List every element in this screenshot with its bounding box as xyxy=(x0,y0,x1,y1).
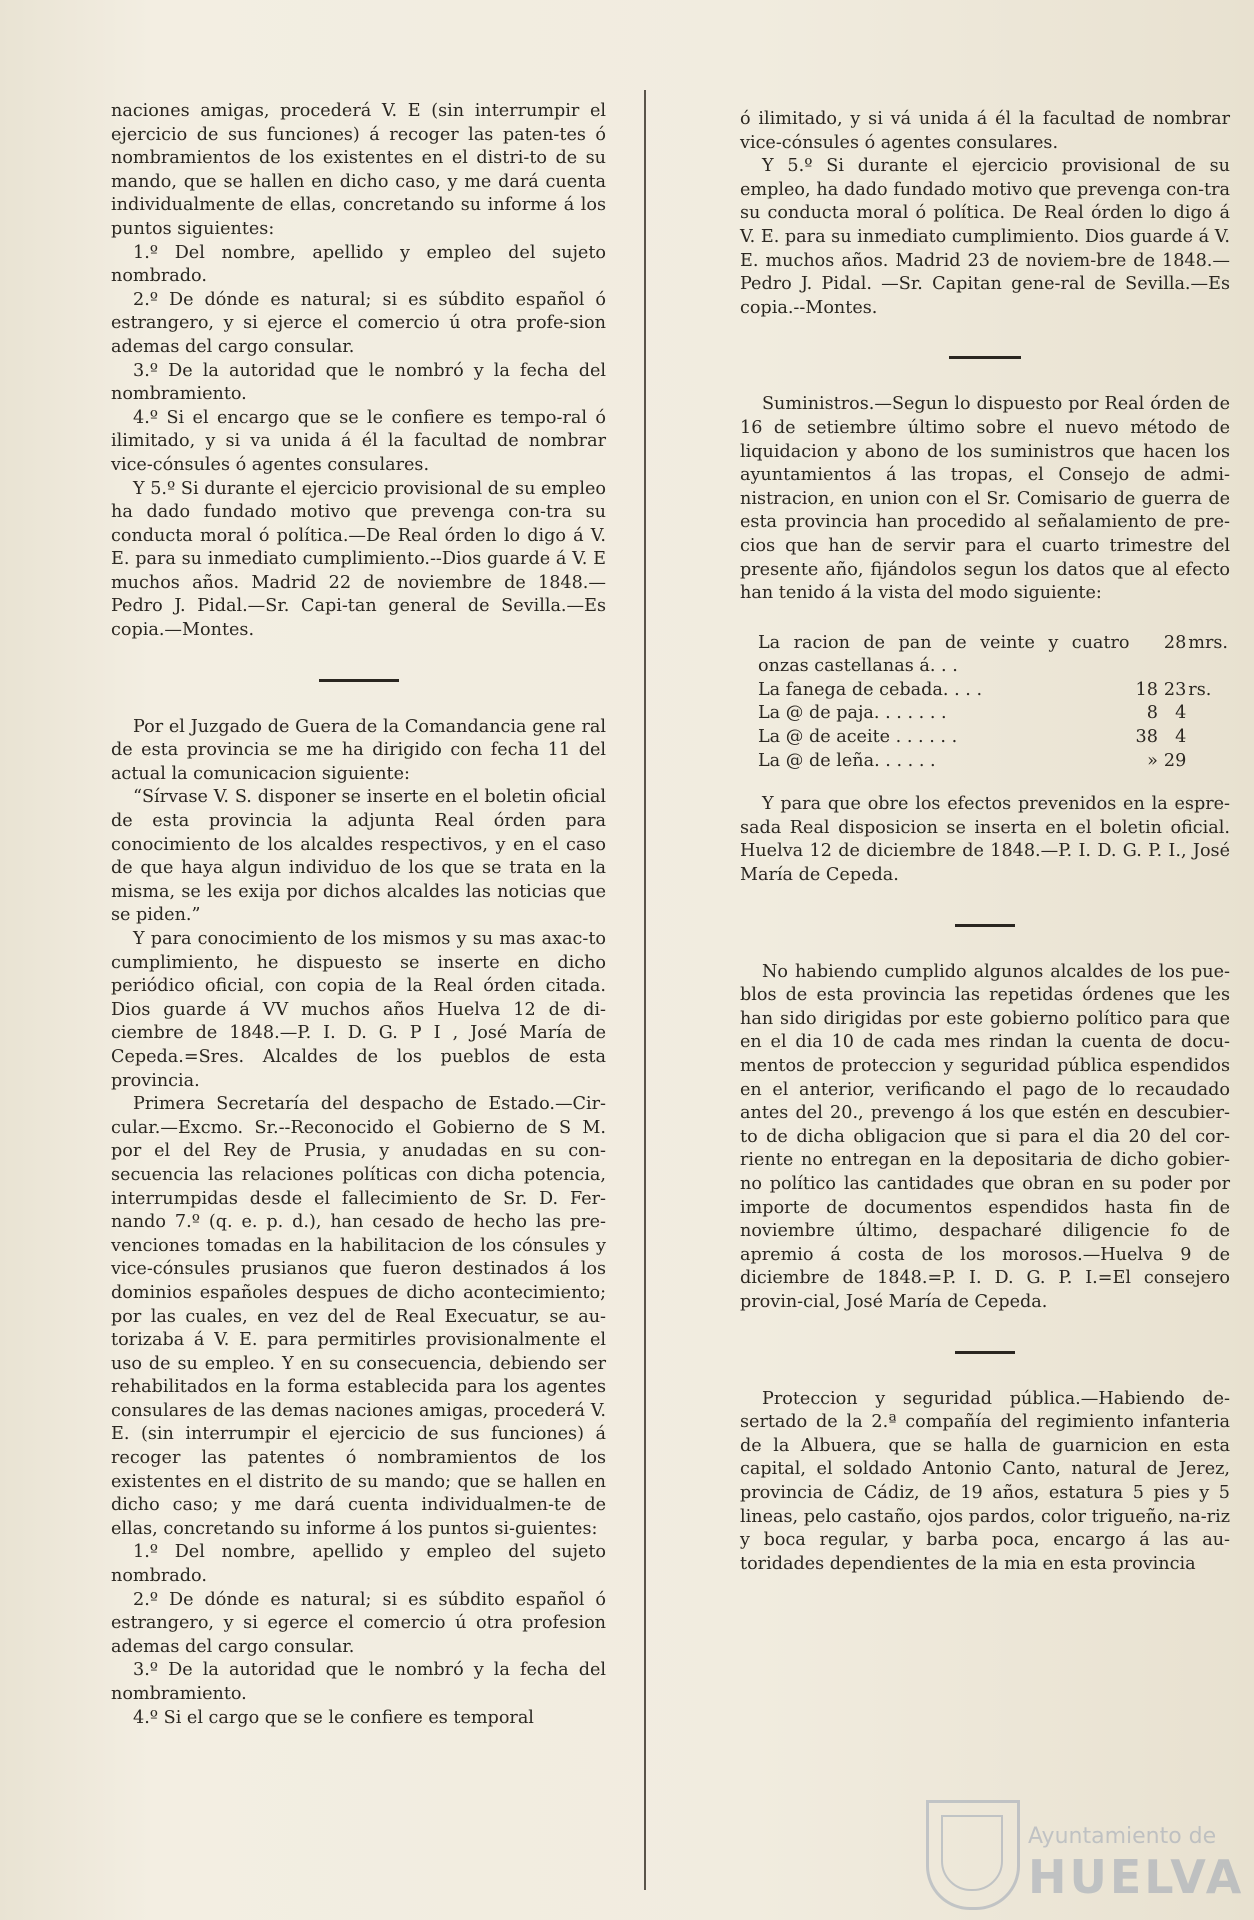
ration-item: La fanega de cebada. . . . xyxy=(758,679,983,700)
table-row xyxy=(758,632,1228,679)
numbered-paragraph: 2.º De dónde es natural; si es súbdito español ó estrangero, y si ejerce el comercio ú otra profe-sion ademas del cargo consular. xyxy=(111,289,606,357)
ration-unit: mrs. xyxy=(1188,632,1228,653)
numbered-paragraph: 4.º Si el encargo que se le confiere es tempo-ral ó ilimitado, y si va unida á él la facultad de nombrar vice-cónsules ó agentes consulares. xyxy=(111,407,606,475)
paragraph: Y para que obre los efectos prevenidos en la espre-sada Real disposicion se inserta en el boletin oficial. Huelva 12 de diciembre de 1848.—P. I. D. G. P. I., José María de Cepeda. xyxy=(740,794,1230,886)
table-row xyxy=(758,679,1228,703)
numbered-paragraph: Y 5.º Si durante el ejercicio provisional de su empleo ha dado fundado motivo que prevenga con-tra su conducta moral ó política.—De Real órden lo digo á V. E. para su inmediato cumplimiento.--Dios guarde á V. E muchos años. Madrid 22 de noviembre de 1848.—Pedro J. Pidal.—Sr. Capi-tan general de Sevilla.—Es copia.—Montes. xyxy=(111,478,606,641)
numbered-paragraph: 4.º Si el cargo que se le confiere es temporal xyxy=(133,1707,534,1728)
right-column-top xyxy=(740,108,1230,606)
numbered-paragraph: 3.º De la autoridad que le nombró y la fecha del nombramiento. xyxy=(111,1660,606,1704)
ration-item: La @ de leña. . . . . . xyxy=(758,750,936,771)
paragraph: “Sírvase V. S. disponer se inserte en el boletin oficial de esta provincia la adjunta Real órden para conocimiento de los alcaldes respectivos, y en el caso de que haya algun individuo de los que se trata en la misma, se les exija por dichos alcaldes las noticias que se piden.” xyxy=(111,787,606,926)
ration-reales: » xyxy=(1147,750,1158,771)
section-separator xyxy=(955,924,1015,927)
paragraph: ó ilimitado, y si vá unida á él la facultad de nombrar vice-cónsules ó agentes consulares. xyxy=(740,109,1230,153)
ration-value: 29 xyxy=(1163,750,1187,771)
table-row xyxy=(758,726,1228,750)
ration-reales xyxy=(1130,632,1158,679)
ration-reales: 8 xyxy=(1146,703,1158,724)
right-column-bottom xyxy=(740,793,1230,1576)
ration-value: 23 xyxy=(1163,679,1187,700)
paragraph: Y para conocimiento de los mismos y su mas axac-to cumplimiento, he dispuesto se inserte en dicho periódico oficial, con copia de la Real órden citada. Dios guarde á VV muchos años Huelva 12 de di-ciembre de 1848.—P. I. D. G. P I , José María de Cepeda.=Sres. Alcaldes de los pueblos de esta provincia. xyxy=(111,929,606,1091)
ration-value: 4 xyxy=(1175,703,1187,724)
ration-item: La @ de paja. . . . . . . xyxy=(758,703,947,724)
paragraph: Por el Juzgado de Guera de la Comandancia gene ral de esta provincia se me ha dirigido con fecha 11 del actual la comunicacion siguiente: xyxy=(111,716,606,784)
ration-unit xyxy=(1186,702,1228,726)
table-row xyxy=(758,750,1228,774)
ration-unit xyxy=(1186,750,1228,774)
stamp-line-2: HUELVA xyxy=(1028,1850,1245,1904)
paragraph: naciones amigas, procederá V. E (sin interrumpir el ejercicio de sus funciones) á recoger las paten-tes ó nombramientos de los existentes en el distri-to de su mando, que se hallen en dicho caso, y me dará cuenta individualmente de ellas, concretando su informe á los puntos siguientes: xyxy=(111,101,606,239)
ration-unit xyxy=(1186,726,1228,750)
ration-item: La racion de pan de veinte y cuatro onzas castellanas á. . . xyxy=(758,632,1130,677)
numbered-paragraph: 1.º Del nombre, apellido y empleo del sujeto nombrado. xyxy=(111,242,606,287)
archive-watermark-stamp xyxy=(912,1790,1245,1910)
paragraph: Primera Secretaría del despacho de Estado.—Cir-cular.—Excmo. Sr.--Reconocido el Gobierno de S M. por el del Rey de Prusia, y anudadas en su con-secuencia las relaciones políticas con dicha potencia, interrumpidas desde el fallecimiento de Sr. D. Fer-nando 7.º (q. e. p. d.), han cesado de hecho las pre-venciones tomadas en la habilitacion de los cónsules y vice-cónsules prusianos que fueron destinados á los dominios españoles despues de dicho acontecimiento; por las cuales, en vez del de Real Execuatur, se au-torizaba á V. E. para permitirles provisionalmente el uso de su empleo. Y en su consecuencia, debiendo ser rehabilitados en la forma establecida para los agentes consulares de las demas naciones amigas, procederá V. E. (sin interrumpir el ejercicio de sus funciones) á recoger las patentes ó nombramientos de los existentes en el distrito de su mando; que se hallen en dicho caso; y me dará cuenta individualmen-te de ellas, concretando su informe á los puntos si-guientes: xyxy=(111,1094,606,1539)
stamp-line-1: Ayuntamiento de xyxy=(1028,1824,1217,1849)
left-column xyxy=(111,100,606,1730)
ration-reales: 18 xyxy=(1135,679,1158,700)
paragraph: Suministros.—Segun lo dispuesto por Real órden de 16 de setiembre último sobre el nuevo método de liquidacion y abono de los suministros que hacen los ayuntamientos á las tropas, el Consejo de admi-nistracion, en union con el Sr. Comisario de guerra de esta provincia han procedido al señalamiento de pre-cios que han de servir para el cuarto trimestre del presente año, fijándolos segun los datos que al efecto han tenido á la vista del modo siguiente: xyxy=(740,394,1230,604)
ration-value: 28 xyxy=(1163,632,1187,653)
numbered-paragraph: 2.º De dónde es natural; si es súbdito español ó estrangero, y si egerce el comercio ú otra profesion ademas del cargo consular. xyxy=(111,1589,606,1657)
ration-price-table xyxy=(758,632,1228,774)
paragraph: Proteccion y seguridad pública.—Habiendo de-sertado de la 2.ª compañía del regimiento infanteria de la Albuera, que se halla de guarnicion en esta capital, el soldado Antonio Canto, natural de Jerez, provincia de Cádiz, de 19 años, estatura 5 pies y 5 lineas, pelo castaño, ojos pardos, color trigueño, na-riz y boca regular, y barba poca, encargo á las au-toridades dependientes de la mia en esta provincia xyxy=(740,1388,1230,1574)
table-row xyxy=(758,702,1228,726)
section-separator xyxy=(955,1351,1015,1354)
ration-item: La @ de aceite . . . . . . xyxy=(758,727,958,748)
right-column xyxy=(740,108,1230,1576)
ration-value: 4 xyxy=(1175,727,1187,748)
numbered-paragraph: 3.º De la autoridad que le nombró y la fecha del nombramiento. xyxy=(111,360,606,405)
ration-reales: 38 xyxy=(1135,727,1158,748)
section-separator xyxy=(319,679,399,682)
section-separator xyxy=(949,356,1021,359)
ration-unit: rs. xyxy=(1188,679,1212,700)
numbered-paragraph: 1.º Del nombre, apellido y empleo del sujeto nombrado. xyxy=(111,1542,606,1587)
column-divider xyxy=(644,90,646,1890)
paragraph: No habiendo cumplido algunos alcaldes de los pue-blos de esta provincia las repetidas órdenes que les han sido dirigidas por este gobierno político para que en el dia 10 de cada mes rindan la cuenta de docu-mentos de proteccion y seguridad pública espendidos en el anterior, verificando el pago de lo recaudado antes del 20., prevengo á los que estén en descubier-to de dicha obligacion que si para el dia 20 del cor-riente no entregan en la depositaria de dicho gobier-no político las cantidades que obran en su poder por importe de documentos espendidos hasta fin de noviembre último, despacharé diligencie fo de apremio á costa de los morosos.—Huelva 9 de diciembre de 1848.=P. I. D. G. P. I.=El consejero provin-cial, José María de Cepeda. xyxy=(740,961,1230,1312)
numbered-paragraph: Y 5.º Si durante el ejercicio provisional de su empleo, ha dado fundado motivo que prevenga con-tra su conducta moral ó política. De Real órden lo digo á V. E. para su inmediato cumplimiento. Dios guarde á V. E. muchos años. Madrid 23 de noviem-bre de 1848.—Pedro J. Pidal. —Sr. Capitan gene-ral de Sevilla.—Es copia.--Montes. xyxy=(740,156,1230,318)
coat-of-arms-icon xyxy=(926,1800,1020,1910)
